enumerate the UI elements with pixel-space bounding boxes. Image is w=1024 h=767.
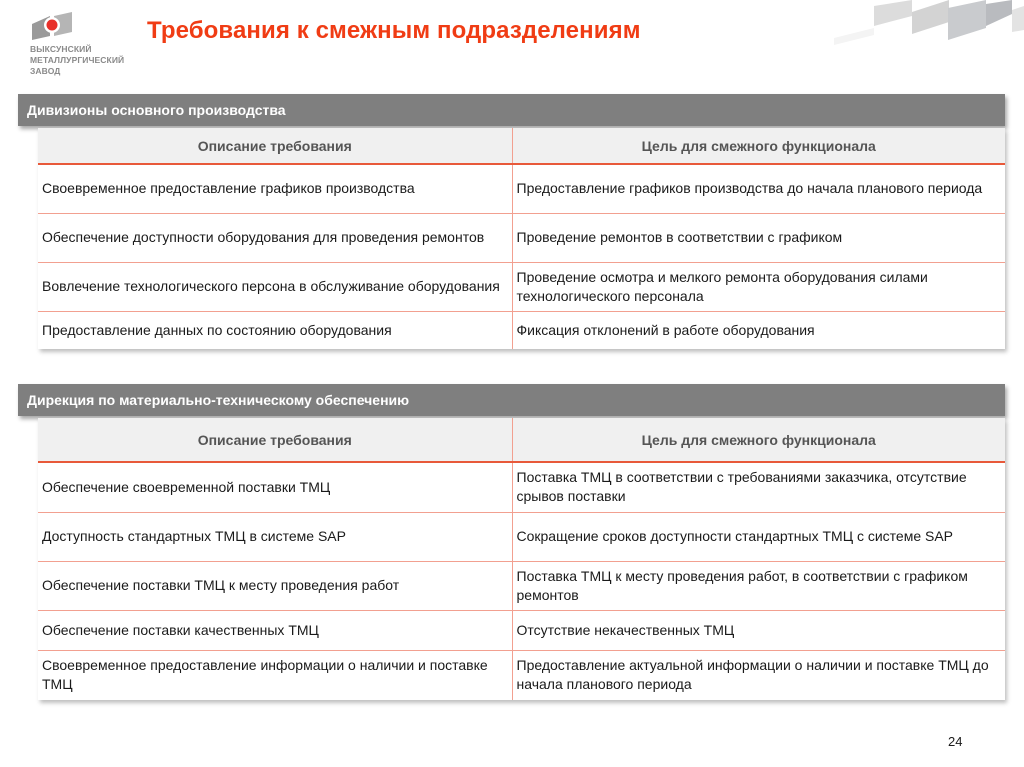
table-row: [38, 610, 1005, 650]
goal-cell: Предоставление графиков производства до начала планового периода: [512, 164, 1005, 213]
company-name-line-3: ЗАВОД: [30, 66, 61, 76]
column-header-requirement: Описание требования: [38, 128, 512, 164]
goal-cell: Фиксация отклонений в работе оборудования: [512, 311, 1005, 349]
requirements-table-production: [38, 128, 1005, 349]
section-heading-procurement-directorate: Дирекция по материально-техническому обеспечению: [18, 384, 1005, 416]
requirement-cell: Обеспечение поставки ТМЦ к месту проведения работ: [38, 561, 512, 610]
goal-cell: Проведение осмотра и мелкого ремонта оборудования силами технологического персонала: [512, 262, 1005, 311]
section-heading-production-divisions: Дивизионы основного производства: [18, 94, 1005, 126]
decorative-stripes-icon: [834, 0, 1024, 45]
goal-cell: Поставка ТМЦ в соответствии с требованиями заказчика, отсутствие срывов поставки: [512, 462, 1005, 512]
requirements-table-procurement: [38, 418, 1005, 700]
goal-cell: Отсутствие некачественных ТМЦ: [512, 610, 1005, 650]
table-row: [38, 650, 1005, 700]
page-number: 24: [948, 734, 963, 749]
goal-cell: Предоставление актуальной информации о наличии и поставке ТМЦ до начала планового периода: [512, 650, 1005, 700]
table-row: [38, 561, 1005, 610]
table-row: [38, 213, 1005, 262]
goal-cell: Поставка ТМЦ к месту проведения работ, в соответствии с графиком ремонтов: [512, 561, 1005, 610]
table-header-row: [38, 128, 1005, 164]
table-row: [38, 262, 1005, 311]
requirement-cell: Доступность стандартных ТМЦ в системе SAP: [38, 512, 512, 561]
column-header-requirement: Описание требования: [38, 418, 512, 462]
requirement-cell: Своевременное предоставление графиков производства: [38, 164, 512, 213]
page-title: Требования к смежным подразделениям: [147, 17, 641, 44]
requirement-cell: Предоставление данных по состоянию оборудования: [42, 321, 392, 338]
requirement-cell: Обеспечение доступности оборудования для проведения ремонтов: [38, 213, 512, 262]
requirement-cell: Обеспечение поставки качественных ТМЦ: [38, 610, 512, 650]
goal-cell: Сокращение сроков доступности стандартных ТМЦ с системе SAP: [512, 512, 1005, 561]
requirement-cell: Вовлечение технологического персона в обслуживание оборудования: [38, 262, 512, 311]
table-row: [38, 512, 1005, 561]
goal-cell: Проведение ремонтов в соответствии с графиком: [512, 213, 1005, 262]
omk-logo-icon: [30, 12, 74, 40]
column-header-goal: Цель для смежного функционала: [512, 418, 1005, 462]
company-name-line-1: ВЫКСУНСКИЙ: [30, 44, 92, 54]
table-row: [38, 164, 1005, 213]
table-header-row: [38, 418, 1005, 462]
table-row: [38, 311, 1005, 349]
requirement-cell: Обеспечение своевременной поставки ТМЦ: [38, 462, 512, 512]
column-header-goal: Цель для смежного функционала: [512, 128, 1005, 164]
table-row: [38, 462, 1005, 512]
requirement-cell: Своевременное предоставление информации о наличии и поставке ТМЦ: [42, 657, 488, 693]
company-name-line-2: МЕТАЛЛУРГИЧЕСКИЙ: [30, 55, 125, 65]
company-name: [30, 44, 124, 77]
company-logo: [14, 8, 134, 78]
